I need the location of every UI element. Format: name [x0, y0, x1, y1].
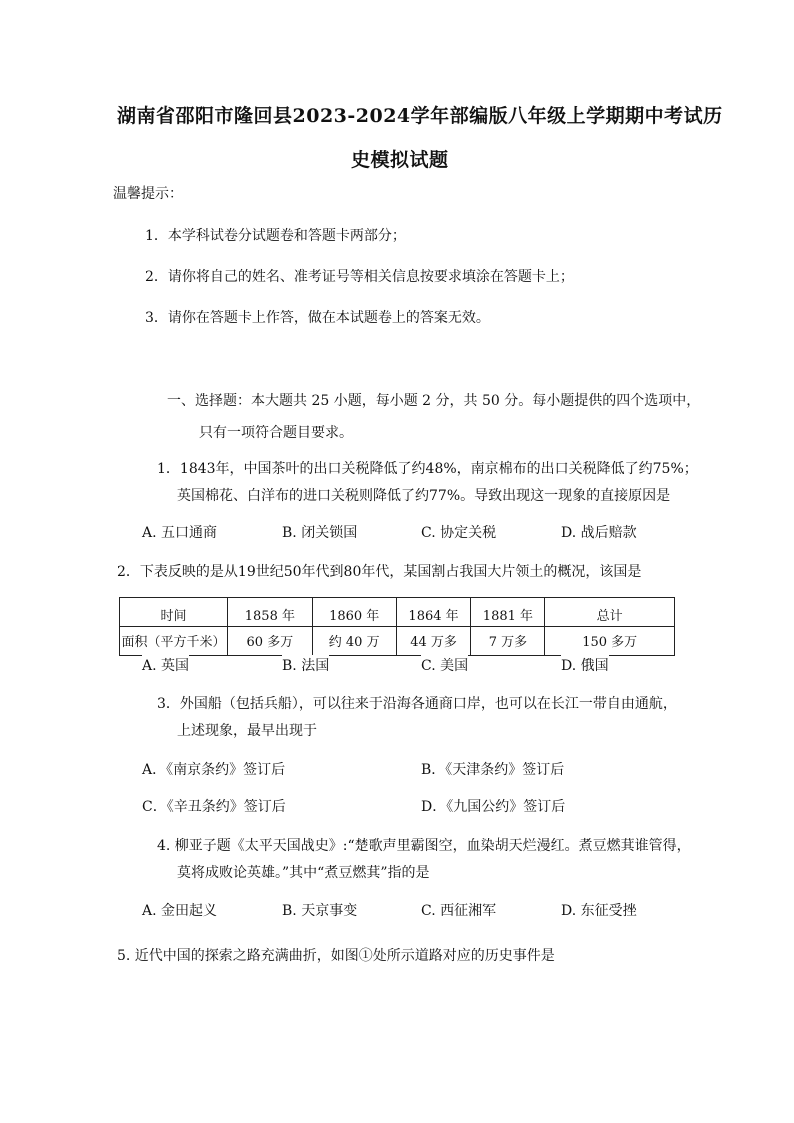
table-row	[120, 627, 675, 656]
exam-title-line1: 湖南省邵阳市隆回县2023-2024学年部编版八年级上学期期中考试历	[117, 105, 723, 127]
question-3-stem-cont: 上述现象，最早出现于	[177, 723, 317, 739]
question-1-option-d: D. 战后赔款	[561, 525, 637, 541]
question-3-option-c: C．《辛丑条约》签订后	[142, 799, 286, 815]
question-4-option-d: D. 东征受挫	[561, 903, 637, 919]
question-1-option-c: C. 协定关税	[421, 525, 497, 541]
question-3-option-d: D．《九国公约》签订后	[421, 799, 566, 815]
table-cell: 约 40 万	[312, 627, 396, 656]
table-header-cell: 1858 年	[227, 598, 312, 627]
question-2-option-a: A. 英国	[142, 655, 189, 675]
notice-heading: 温馨提示：	[113, 186, 183, 202]
question-4-option-c: C. 西征湘军	[421, 903, 497, 919]
exam-title-line2: 史模拟试题	[351, 149, 449, 171]
section-heading-cont: 只有一项符合题目要求。	[199, 425, 353, 441]
notice-item: 2．请你将自己的姓名、准考证号等相关信息按要求填涂在答题卡上；	[145, 269, 574, 285]
table-header-row	[120, 598, 675, 627]
question-1-stem: 1．1843年，中国茶叶的出口关税降低了约48%，南京棉布的出口关税降低了约75%；	[157, 461, 698, 477]
question-3-option-b: B．《天津条约》签订后	[421, 762, 565, 778]
question-4-stem: 4. 柳亚子题《太平天国战史》:“楚歌声里霸图空，血染胡天烂漫红。煮豆燃萁谁管得，	[157, 838, 691, 854]
table-header-cell: 1860 年	[312, 598, 396, 627]
question-1-option-a: A. 五口通商	[142, 525, 218, 541]
question-2-option-c: C. 美国	[421, 655, 468, 675]
table-cell: 150 多万	[545, 627, 675, 656]
table-cell: 44 万多	[396, 627, 471, 656]
table-header-cell: 1864 年	[396, 598, 471, 627]
table-header-cell: 1881 年	[471, 598, 545, 627]
table-header-cell: 时间	[120, 598, 228, 627]
section-heading: 一、选择题：本大题共 25 小题，每小题 2 分，共 50 分。每小题提供的四个选项中，	[167, 393, 701, 409]
question-4-stem-cont: 莫将成败论英雄。”其中“煮豆燃萁”指的是	[177, 865, 430, 881]
territory-table	[119, 597, 675, 656]
notice-item: 3．请你在答题卡上作答，做在本试题卷上的答案无效。	[145, 310, 490, 326]
question-3-option-a: A．《南京条约》签订后	[142, 762, 286, 778]
question-1-option-b: B. 闭关锁国	[282, 525, 358, 541]
question-4-option-b: B. 天京事变	[282, 903, 358, 919]
question-3-stem: 3．外国船（包括兵船），可以往来于沿海各通商口岸，也可以在长江一带自由通航，	[157, 696, 677, 712]
table-header-cell: 总计	[545, 598, 675, 627]
table-cell: 面积（平方千米）	[120, 627, 228, 656]
notice-item: 1．本学科试卷分试题卷和答题卡两部分；	[145, 228, 406, 244]
question-1-stem-cont: 英国棉花、白洋布的进口关税则降低了约77%。导致出现这一现象的直接原因是	[177, 488, 671, 504]
table-cell: 60 多万	[227, 627, 312, 656]
question-2-option-b: B. 法国	[282, 655, 329, 675]
question-2-stem: 2．下表反映的是从19世纪50年代到80年代，某国割占我国大片领土的概况，该国是	[117, 564, 642, 580]
question-4-option-a: A. 金田起义	[142, 903, 218, 919]
table-cell: 7 万多	[471, 627, 545, 656]
question-2-option-d: D. 俄国	[561, 655, 609, 675]
question-5-stem: 5. 近代中国的探索之路充满曲折，如图①处所示道路对应的历史事件是	[117, 948, 555, 964]
